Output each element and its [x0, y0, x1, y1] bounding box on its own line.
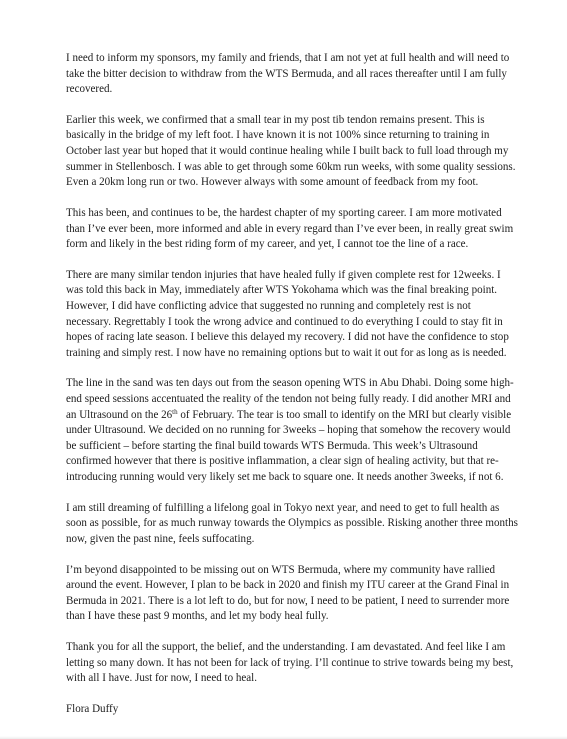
signature: Flora Duffy [66, 702, 119, 715]
letter-paragraph-withdrawal: I need to inform my sponsors, my family and friends, that I am not yet at full health and will need to take the bitter decision to withdraw from the WTS Bermuda, and all races thereafter until I am fully recovered. [66, 52, 510, 96]
letter-paragraph-injury: Earlier this week, we confirmed that a small tear in my post tib tendon remains present. This is basically in the bridge of my left foot. I have known it is not 100% since returning to training in October last year but hoped that it would continue healing while I built back to full load through my summer in Stellenbosch. I was able to get through some 60km run weeks, with some quality sessions. Even a 20km long run or two. However always with some amount of feedback from my foot. [66, 113, 516, 189]
diagnosis-text-after: of February. The tear is too small to identify on the MRI but clearly visible under Ultrasound. We decided on no running for 3weeks – hoping that somehow the recovery would be sufficient – before starting the final build towards WTS Bermuda. This week’s Ultrasound confirmed however that there is positive inflammation, a clear sign of healing activity, but that re-introducing running would very likely set me back to square one. It needs another 3weeks, if not 6. [66, 408, 512, 484]
ordinal-suffix: th [172, 407, 178, 416]
letter-paragraph-hardest-chapter: This has been, and continues to be, the hardest chapter of my sporting career. I am more motivated than I’ve ever been, more informed and able in every regard than I’ve ever been, in really great swim form and likely in the best riding form of my career, and yet, I cannot toe the line of a race. [66, 206, 514, 251]
letter-paragraph-diagnosis [66, 376, 518, 485]
letter-paragraph-thanks: Thank you for all the support, the belief, and the understanding. I am devastated. And feel like I am letting so many down. It has not been for lack of trying. I’ll continue to strive towards being my best, with all I have. Just for now, I need to heal. [66, 641, 514, 685]
letter-body [66, 51, 518, 718]
letter-paragraph-tokyo: I am still dreaming of fulfilling a lifelong goal in Tokyo next year, and need to get to full health as soon as possible, for as much runway towards the Olympics as possible. Risking another three months now, given the past nine, feels suffocating. [66, 501, 518, 545]
letter-paragraph-bermuda: I’m beyond disappointed to be missing out on WTS Bermuda, where my community have rallied around the event. However, I plan to be back in 2020 and finish my ITU career at the Grand Final in Bermuda in 2021. There is a lot left to do, but for now, I need to be patient, I need to surrender more than I have these past 9 months, and let my body heal fully. [66, 563, 510, 623]
diagnosis-text-before: The line in the sand was ten days out from the season opening WTS in Abu Dhabi. Doing some high-end speed sessions accentuated the reality of the tendon not being fully ready. I did another MRI and an Ultrasound on the 26 [66, 377, 514, 421]
letter-paragraph-rest-advice: There are many similar tendon injuries that have healed fully if given complete rest for 12weeks. I was told this back in May, immediately after WTS Yokohama which was the final breaking point. However, I did have conflicting advice that suggested no running and completely rest is not necessary. Regrettably I took the wrong advice and continued to do everything I could to stay fit in hopes of racing late season. I believe this delayed my recovery. I did not have the confidence to stop training and simply rest. I now have no remaining options but to wait it out for as long as is needed. [66, 268, 509, 359]
